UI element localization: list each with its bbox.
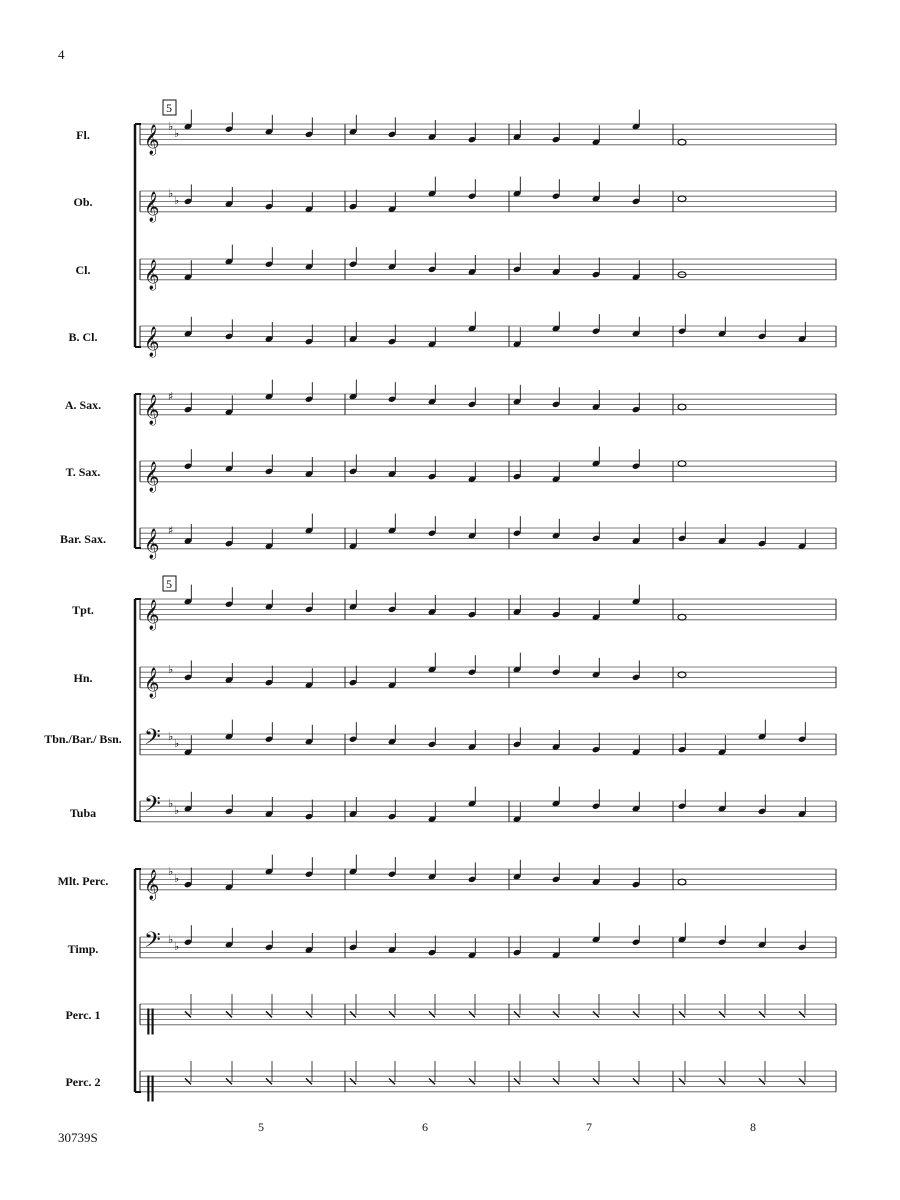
instrument-label: Perc. 2 bbox=[65, 1075, 101, 1089]
instrument-label: Tpt. bbox=[72, 603, 94, 617]
clef-icon: 𝄞 bbox=[144, 326, 160, 357]
key-signature-icon: ♭ bbox=[168, 120, 174, 133]
key-signature-icon: ♭ bbox=[168, 730, 174, 743]
clef-icon: 𝄞 bbox=[144, 394, 160, 425]
clef-icon: 𝄢 bbox=[144, 792, 161, 822]
measure-number: 5 bbox=[258, 1120, 264, 1134]
clef-icon: ‖ bbox=[144, 1071, 157, 1102]
key-signature-icon: ♭ bbox=[168, 187, 174, 200]
clef-icon: 𝄞 bbox=[144, 869, 160, 900]
instrument-label: Timp. bbox=[67, 942, 99, 956]
key-signature-icon: ♭ bbox=[174, 127, 180, 140]
key-signature-icon: ♭ bbox=[168, 865, 174, 878]
whole-note bbox=[678, 879, 686, 885]
catalog-number: 30739S bbox=[58, 1130, 98, 1145]
instrument-label: Hn. bbox=[73, 671, 93, 685]
instrument-label: Cl. bbox=[75, 263, 91, 277]
key-signature-icon: ♭ bbox=[174, 804, 180, 817]
key-signature-icon: ♭ bbox=[174, 872, 180, 885]
measure-number: 8 bbox=[750, 1120, 756, 1134]
clef-icon: 𝄞 bbox=[144, 124, 160, 155]
key-signature-icon: ♯ bbox=[168, 524, 174, 537]
key-signature-icon: ♭ bbox=[174, 940, 180, 953]
clef-icon: 𝄢 bbox=[144, 725, 161, 755]
whole-note bbox=[678, 614, 686, 620]
whole-note bbox=[678, 139, 686, 145]
whole-note bbox=[678, 404, 686, 410]
clef-icon: 𝄢 bbox=[144, 928, 161, 958]
instrument-label: Tbn./Bar./ Bsn. bbox=[44, 732, 122, 746]
page-number: 4 bbox=[58, 47, 65, 62]
instrument-label: Tuba bbox=[69, 806, 97, 820]
key-signature-icon: ♯ bbox=[168, 390, 174, 403]
key-signature-icon: ♭ bbox=[168, 933, 174, 946]
instrument-label: A. Sax. bbox=[64, 398, 102, 412]
clef-icon: 𝄞 bbox=[144, 259, 160, 290]
instrument-label: Fl. bbox=[76, 128, 90, 142]
clef-icon: 𝄞 bbox=[144, 461, 160, 492]
rehearsal-mark: 5 bbox=[166, 577, 172, 591]
key-signature-icon: ♭ bbox=[168, 797, 174, 810]
whole-note bbox=[678, 672, 686, 678]
instrument-label: Perc. 1 bbox=[65, 1008, 101, 1022]
clef-icon: 𝄞 bbox=[144, 191, 160, 222]
key-signature-icon: ♭ bbox=[174, 737, 180, 750]
whole-note bbox=[678, 196, 686, 202]
clef-icon: ‖ bbox=[144, 1004, 157, 1035]
measure-number: 6 bbox=[422, 1120, 428, 1134]
whole-note bbox=[678, 461, 686, 467]
measure-number: 7 bbox=[586, 1120, 592, 1134]
clef-icon: 𝄞 bbox=[144, 667, 160, 698]
instrument-label: Ob. bbox=[73, 195, 93, 209]
instrument-label: B. Cl. bbox=[68, 330, 98, 344]
instrument-label: Mlt. Perc. bbox=[57, 874, 109, 888]
clef-icon: 𝄞 bbox=[144, 599, 160, 630]
key-signature-icon: ♭ bbox=[168, 663, 174, 676]
key-signature-icon: ♭ bbox=[174, 194, 180, 207]
instrument-label: T. Sax. bbox=[65, 465, 101, 479]
instrument-label: Bar. Sax. bbox=[60, 532, 106, 546]
rehearsal-mark: 5 bbox=[166, 101, 172, 115]
clef-icon: 𝄞 bbox=[144, 528, 160, 559]
